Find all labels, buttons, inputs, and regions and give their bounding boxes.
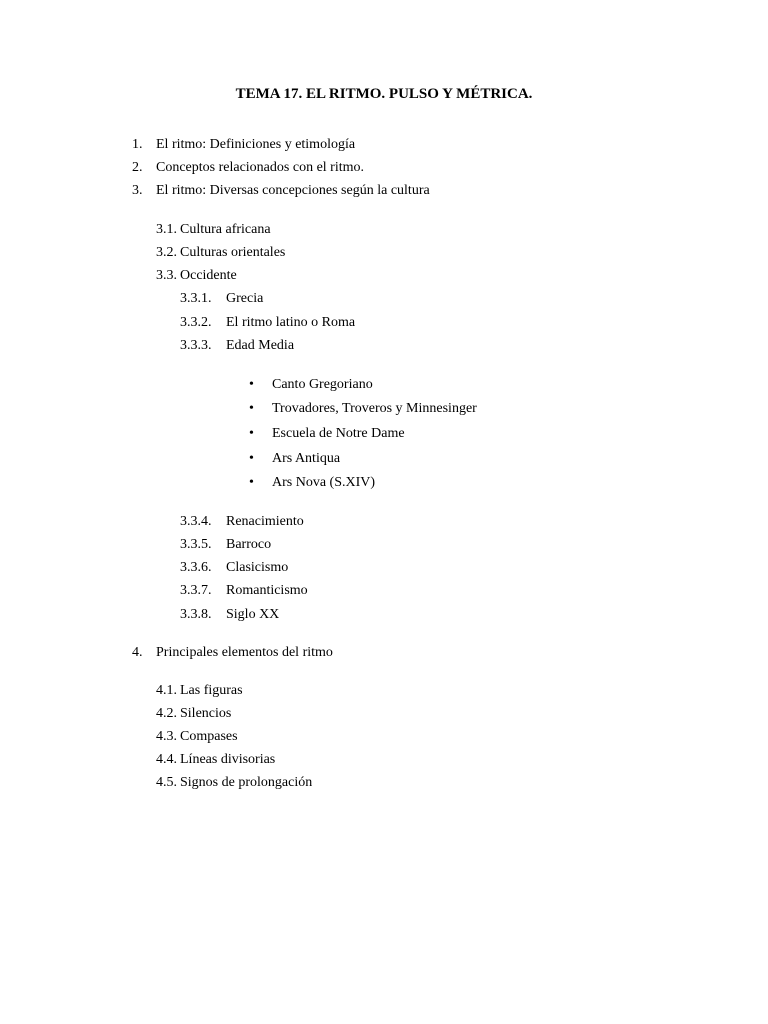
item-text: El ritmo: Definiciones y etimología [156, 137, 356, 152]
item-number: 4. [132, 645, 143, 660]
item-text: Conceptos relacionados con el ritmo. [156, 160, 364, 175]
item-number: 4.5. [156, 775, 177, 790]
item-number: 1. [132, 137, 143, 152]
item-number: 3.2. [156, 245, 177, 260]
bullet-icon: • [249, 401, 254, 416]
item-number: 3.3.5. [180, 537, 212, 552]
item-text: El ritmo: Diversas concepciones según la cultura [156, 183, 430, 198]
item-text: Ars Nova (S.XIV) [272, 475, 376, 490]
item-number: 3.3.1. [180, 291, 212, 306]
item-text: Grecia [226, 291, 264, 306]
item-text: Occidente [180, 268, 237, 283]
item-number: 3.3.7. [180, 583, 212, 598]
item-text: Edad Media [226, 338, 295, 353]
item-text: Signos de prolongación [180, 775, 313, 790]
item-text: Cultura africana [180, 222, 271, 237]
item-number: 4.1. [156, 683, 177, 698]
item-text: Ars Antiqua [272, 451, 341, 466]
item-number: 2. [132, 160, 143, 175]
item-text: Líneas divisorias [180, 752, 276, 767]
item-number: 3.3.3. [180, 338, 212, 353]
item-text: Trovadores, Troveros y Minnesinger [272, 401, 477, 416]
item-text: Romanticismo [226, 583, 308, 598]
item-text: Principales elementos del ritmo [156, 645, 333, 660]
item-number: 4.2. [156, 706, 177, 721]
item-number: 3. [132, 183, 143, 198]
item-text: Canto Gregoriano [272, 377, 373, 392]
bullet-icon: • [249, 377, 254, 392]
item-text: Culturas orientales [180, 245, 286, 260]
item-text: Escuela de Notre Dame [272, 426, 405, 441]
item-number: 3.3.8. [180, 607, 212, 622]
item-number: 3.3.4. [180, 514, 212, 529]
item-number: 3.3.2. [180, 315, 212, 330]
bullet-icon: • [249, 451, 254, 466]
item-number: 3.3.6. [180, 560, 212, 575]
bullet-icon: • [249, 475, 254, 490]
item-number: 4.4. [156, 752, 177, 767]
item-number: 3.3. [156, 268, 177, 283]
item-text: Las figuras [180, 683, 243, 698]
item-text: Silencios [180, 706, 232, 721]
item-text: Compases [180, 729, 238, 744]
item-text: Clasicismo [226, 560, 289, 575]
item-number: 4.3. [156, 729, 177, 744]
document-title: TEMA 17. EL RITMO. PULSO Y MÉTRICA. [235, 86, 533, 102]
item-text: Renacimiento [226, 514, 304, 529]
item-text: Siglo XX [226, 607, 280, 622]
item-text: El ritmo latino o Roma [226, 315, 356, 330]
item-number: 3.1. [156, 222, 177, 237]
bullet-icon: • [249, 426, 254, 441]
item-text: Barroco [226, 537, 272, 552]
